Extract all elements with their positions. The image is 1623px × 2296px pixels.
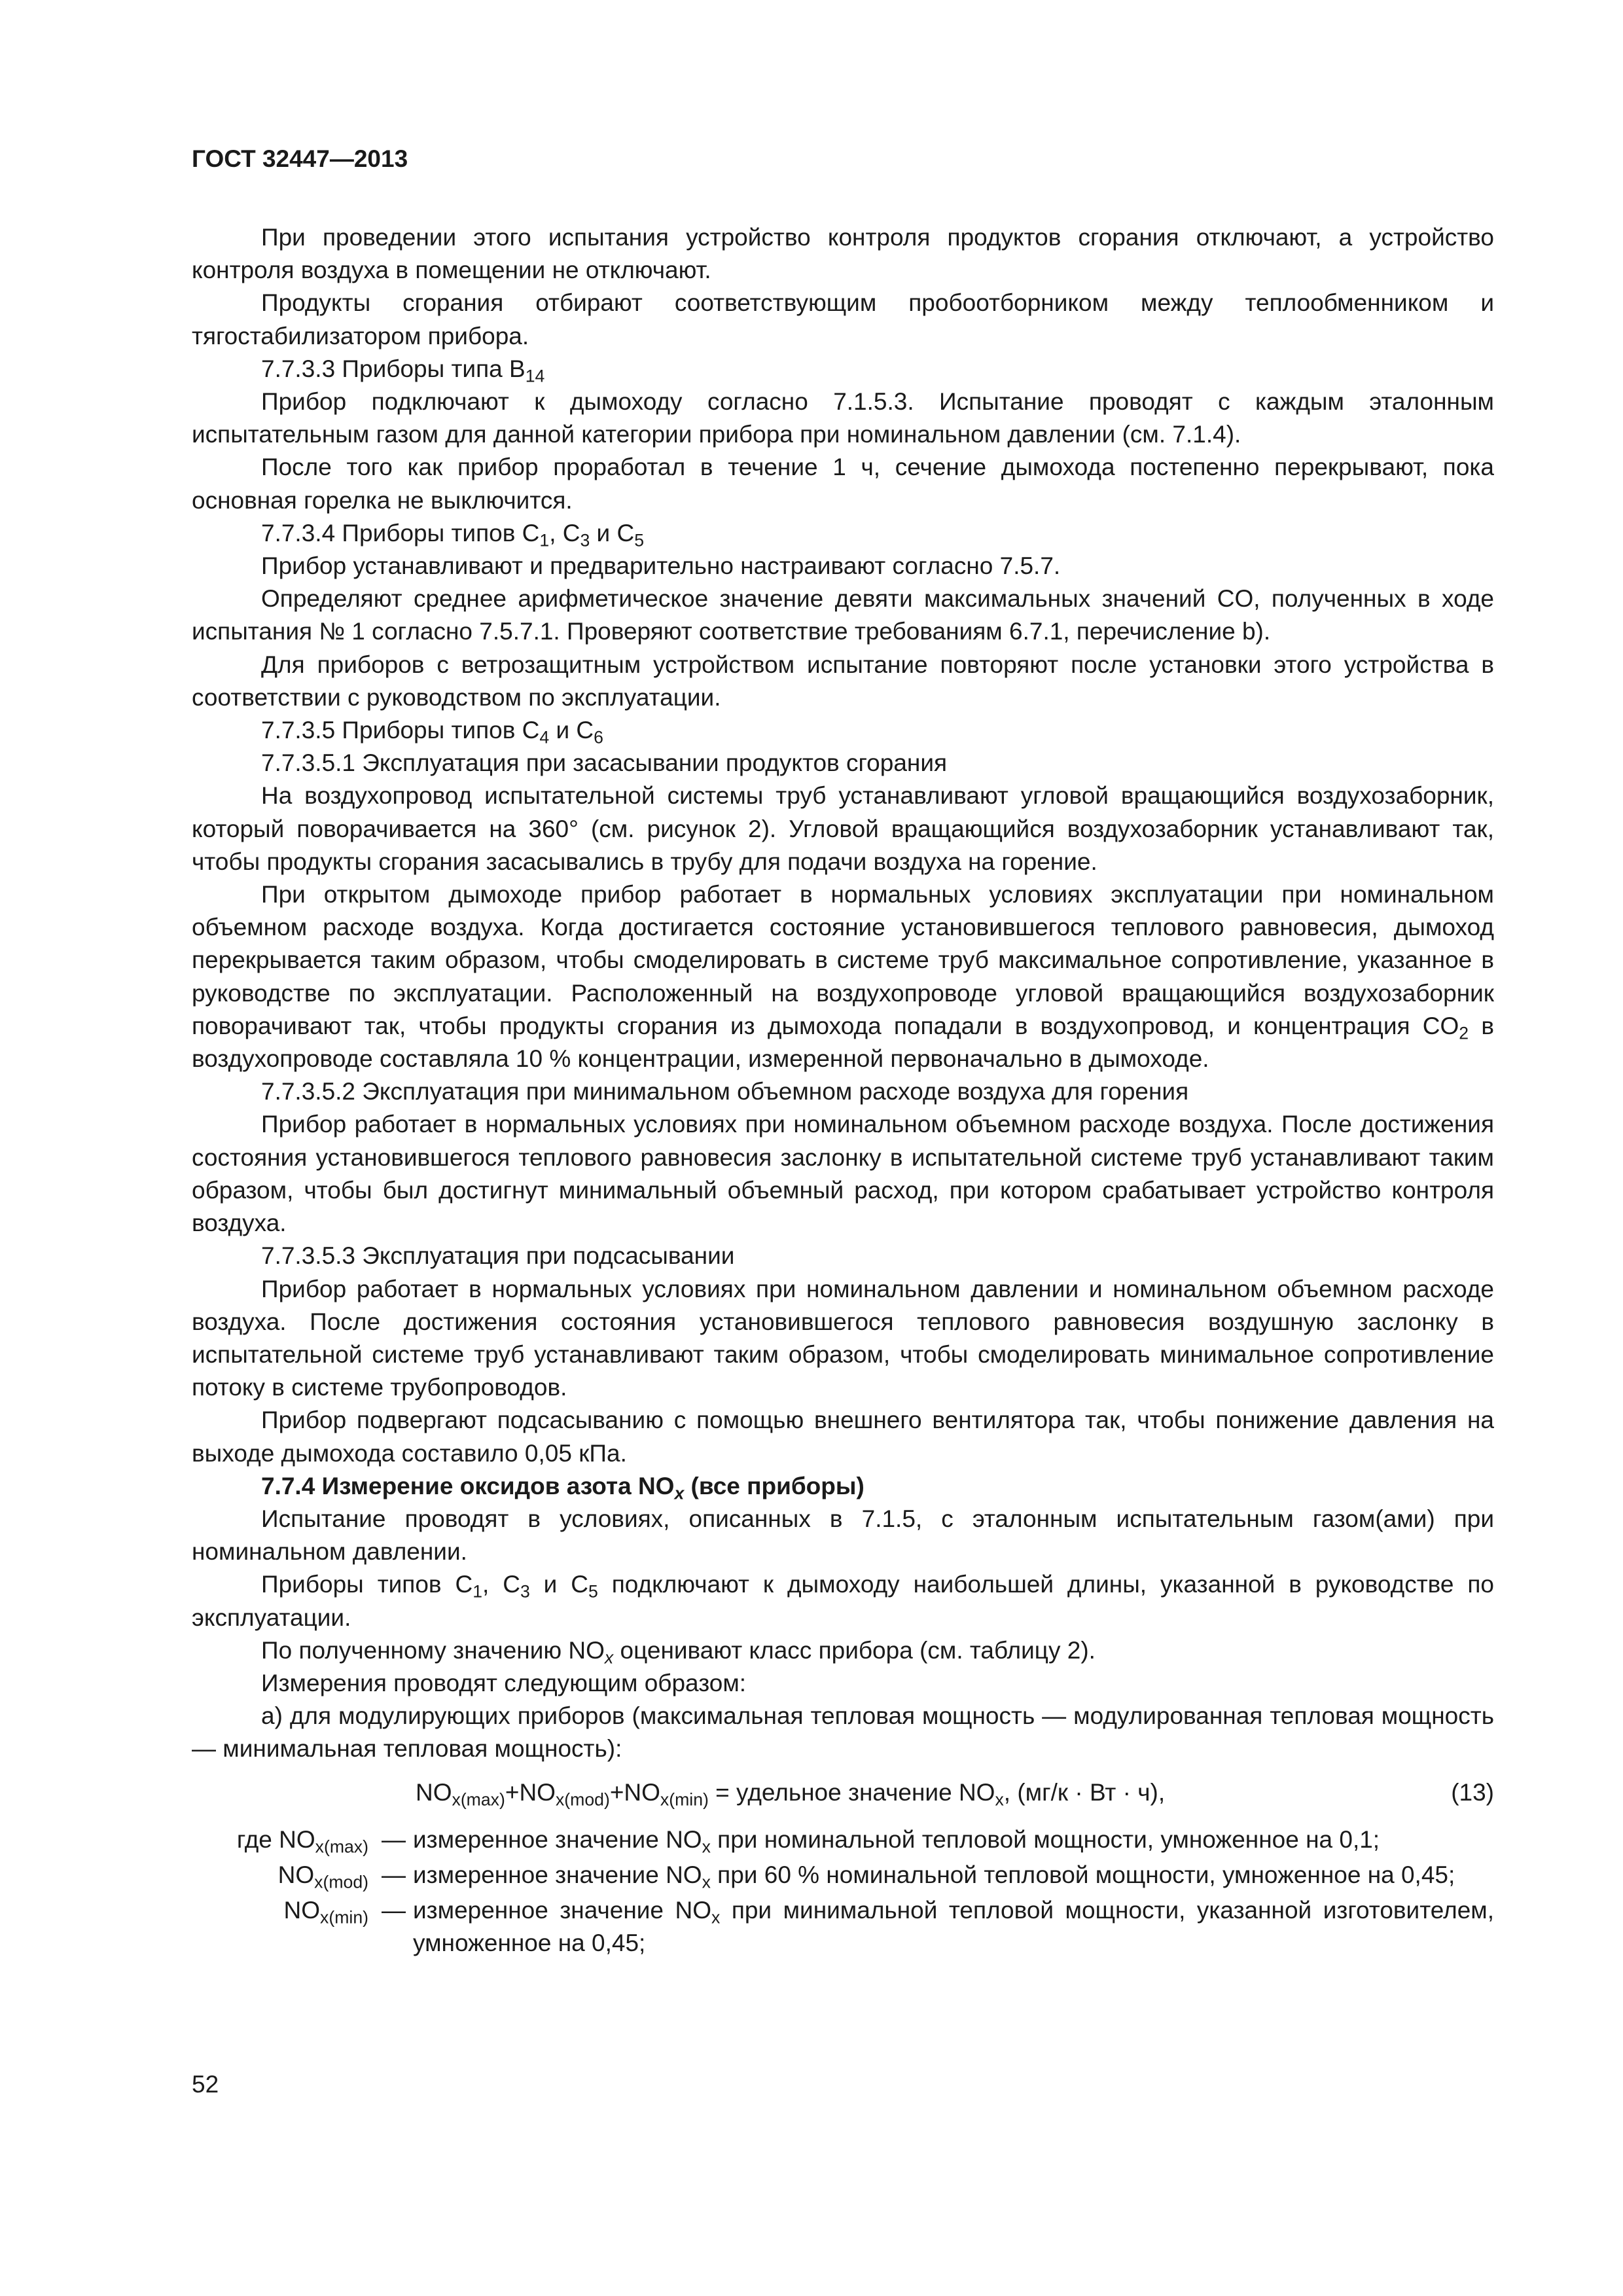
definition-term: где $NO_{x(max)}$ <box>236 1825 368 1856</box>
section-heading: 7.7.3.3 Приборы типа $B_{14}$ <box>261 355 545 386</box>
paragraph: Прибор устанавливают и предварительно настраивают согласно 7.5.7. <box>261 552 1061 580</box>
paragraph: Измерения проводят следующим образом: <box>261 1669 747 1696</box>
definition-dash: — <box>382 1861 406 1888</box>
definition-dash: — <box>382 1825 406 1853</box>
paragraph: На воздухопровод испытательной системы труб устанавливают угловой вращающийся воздухозаборник, который поворачивается на 360° (см. рисунок 2). Угловой вращающийся воздухозаборник устанавливают так, чтобы продукты сгорания засасывались в трубу для подачи воздуха на горение. <box>192 782 1494 875</box>
definition-item <box>192 1894 1494 1960</box>
definition-text: измеренное значение $NO_x$ при номинальной тепловой мощности, умноженное на 0,1; <box>413 1825 1380 1856</box>
document-body <box>192 221 1494 1962</box>
formula-expression: $NO_{x(max)}+NO_{x(mod)}+NO_{x(min)}$ = удельное значение $NO_x$, (мг/к · Вт · ч), <box>416 1778 1166 1809</box>
document-header: ГОСТ 32447—2013 <box>192 145 408 172</box>
paragraph: a) для модулирующих приборов (максимальная тепловая мощность — модулированная тепловая мощность — минимальная тепловая мощность): <box>192 1702 1494 1763</box>
paragraph: Прибор подключают к дымоходу согласно 7.1.5.3. Испытание проводят с каждым эталонным испытательным газом для данной категории прибора при номинальном давлении (см. 7.1.4). <box>192 388 1494 448</box>
definition-item <box>192 1823 1494 1856</box>
formula-number: (13) <box>1451 1778 1494 1806</box>
paragraph: Приборы типов $C_1$, $C_3$ и $C_5$ подключают к дымоходу наибольшей длины, указанной в руководстве по эксплуатации. <box>192 1571 1495 1631</box>
formula-definitions <box>192 1823 1494 1960</box>
paragraph: Испытание проводят в условиях, описанных в 7.1.5, с эталонным испытательным газом(ами) при номинальном давлении. <box>192 1505 1494 1566</box>
paragraph: Определяют среднее арифметическое значение девяти максимальных значений CO, полученных в ходе испытания № 1 согласно 7.5.7.1. Проверяют соответствие требованиям 6.7.1, перечисление b). <box>192 585 1494 645</box>
section-heading: 7.7.3.5 Приборы типов $C_4$ и $C_6$ <box>261 717 603 747</box>
section-heading: 7.7.3.4 Приборы типов $C_1$, $C_3$ и $C_5$ <box>261 519 645 550</box>
paragraph: После того как прибор проработал в течение 1 ч, сечение дымохода постепенно перекрывают, пока основная горелка не выключится. <box>192 454 1494 514</box>
paragraph: Продукты сгорания отбирают соответствующим пробоотборником между теплообменником и тягостабилизатором прибора. <box>192 289 1494 350</box>
definition-term: $NO_{x(min)}$ <box>283 1896 368 1928</box>
paragraph: Прибор работает в нормальных условиях при номинальном давлении и номинальном объемном расходе воздуха. После достижения состояния установившегося теплового равновесия воздушную заслонку в испытательной системе труб устанавливают таким образом, чтобы смоделировать минимальное сопротивление потоку в системе трубопроводов. <box>192 1275 1494 1401</box>
section-heading-bold: 7.7.4 Измерение оксидов азота $NO_x$ (все приборы) <box>261 1472 865 1503</box>
section-heading: 7.7.3.5.1 Эксплуатация при засасывании продуктов сгорания <box>261 749 948 777</box>
section-heading: 7.7.3.5.2 Эксплуатация при минимальном объемном расходе воздуха для горения <box>261 1078 1189 1105</box>
definition-item <box>192 1859 1494 1892</box>
definition-text: измеренное значение $NO_x$ при 60 % номинальной тепловой мощности, умноженное на 0,45; <box>413 1861 1455 1892</box>
definition-dash: — <box>382 1896 406 1924</box>
paragraph: Прибор работает в нормальных условиях при номинальном объемном расходе воздуха. После достижения состояния установившегося теплового равновесия заслонку в испытательной системе труб устанавливают таким образом, чтобы был достигнут минимальный объемный расход, при котором срабатывает устройство контроля воздуха. <box>192 1111 1494 1237</box>
paragraph: При открытом дымоходе прибор работает в нормальных условиях эксплуатации при номинальном объемном расходе воздуха. Когда достигается состояние установившегося теплового равновесия, дымоход перекрывается таким образом, чтобы смоделировать в системе труб максимальное сопротивление, указанное в руководстве по эксплуатации. Расположенный на воздухопроводе угловой вращающийся воздухозаборник поворачивают так, чтобы продукты сгорания из дымохода попадали в воздухопровод, и концентрация $CO_2$ в воздухопроводе составляла 10 % концентрации, измеренной первоначально в дымоходе. <box>192 881 1494 1073</box>
paragraph: Прибор подвергают подсасыванию с помощью внешнего вентилятора так, чтобы понижение давления на выходе дымохода составило 0,05 кПа. <box>192 1407 1494 1467</box>
paragraph: Для приборов с ветрозащитным устройством испытание повторяют после установки этого устройства в соответствии с руководством по эксплуатации. <box>192 651 1494 711</box>
paragraph: По полученному значению $NO_x$ оценивают класс прибора (см. таблицу 2). <box>261 1636 1096 1668</box>
definition-text: измеренное значение $NO_x$ при минимальной тепловой мощности, указанной изготовителем, умноженное на 0,45; <box>413 1896 1494 1957</box>
paragraph: При проведении этого испытания устройство контроля продуктов сгорания отключают, а устройство контроля воздуха в помещении не отключают. <box>192 224 1494 284</box>
formula-13 <box>192 1770 1494 1817</box>
page-number: 52 <box>192 2071 219 2098</box>
definition-term: $NO_{x(mod)}$ <box>277 1861 368 1892</box>
section-heading: 7.7.3.5.3 Эксплуатация при подсасывании <box>261 1242 735 1270</box>
